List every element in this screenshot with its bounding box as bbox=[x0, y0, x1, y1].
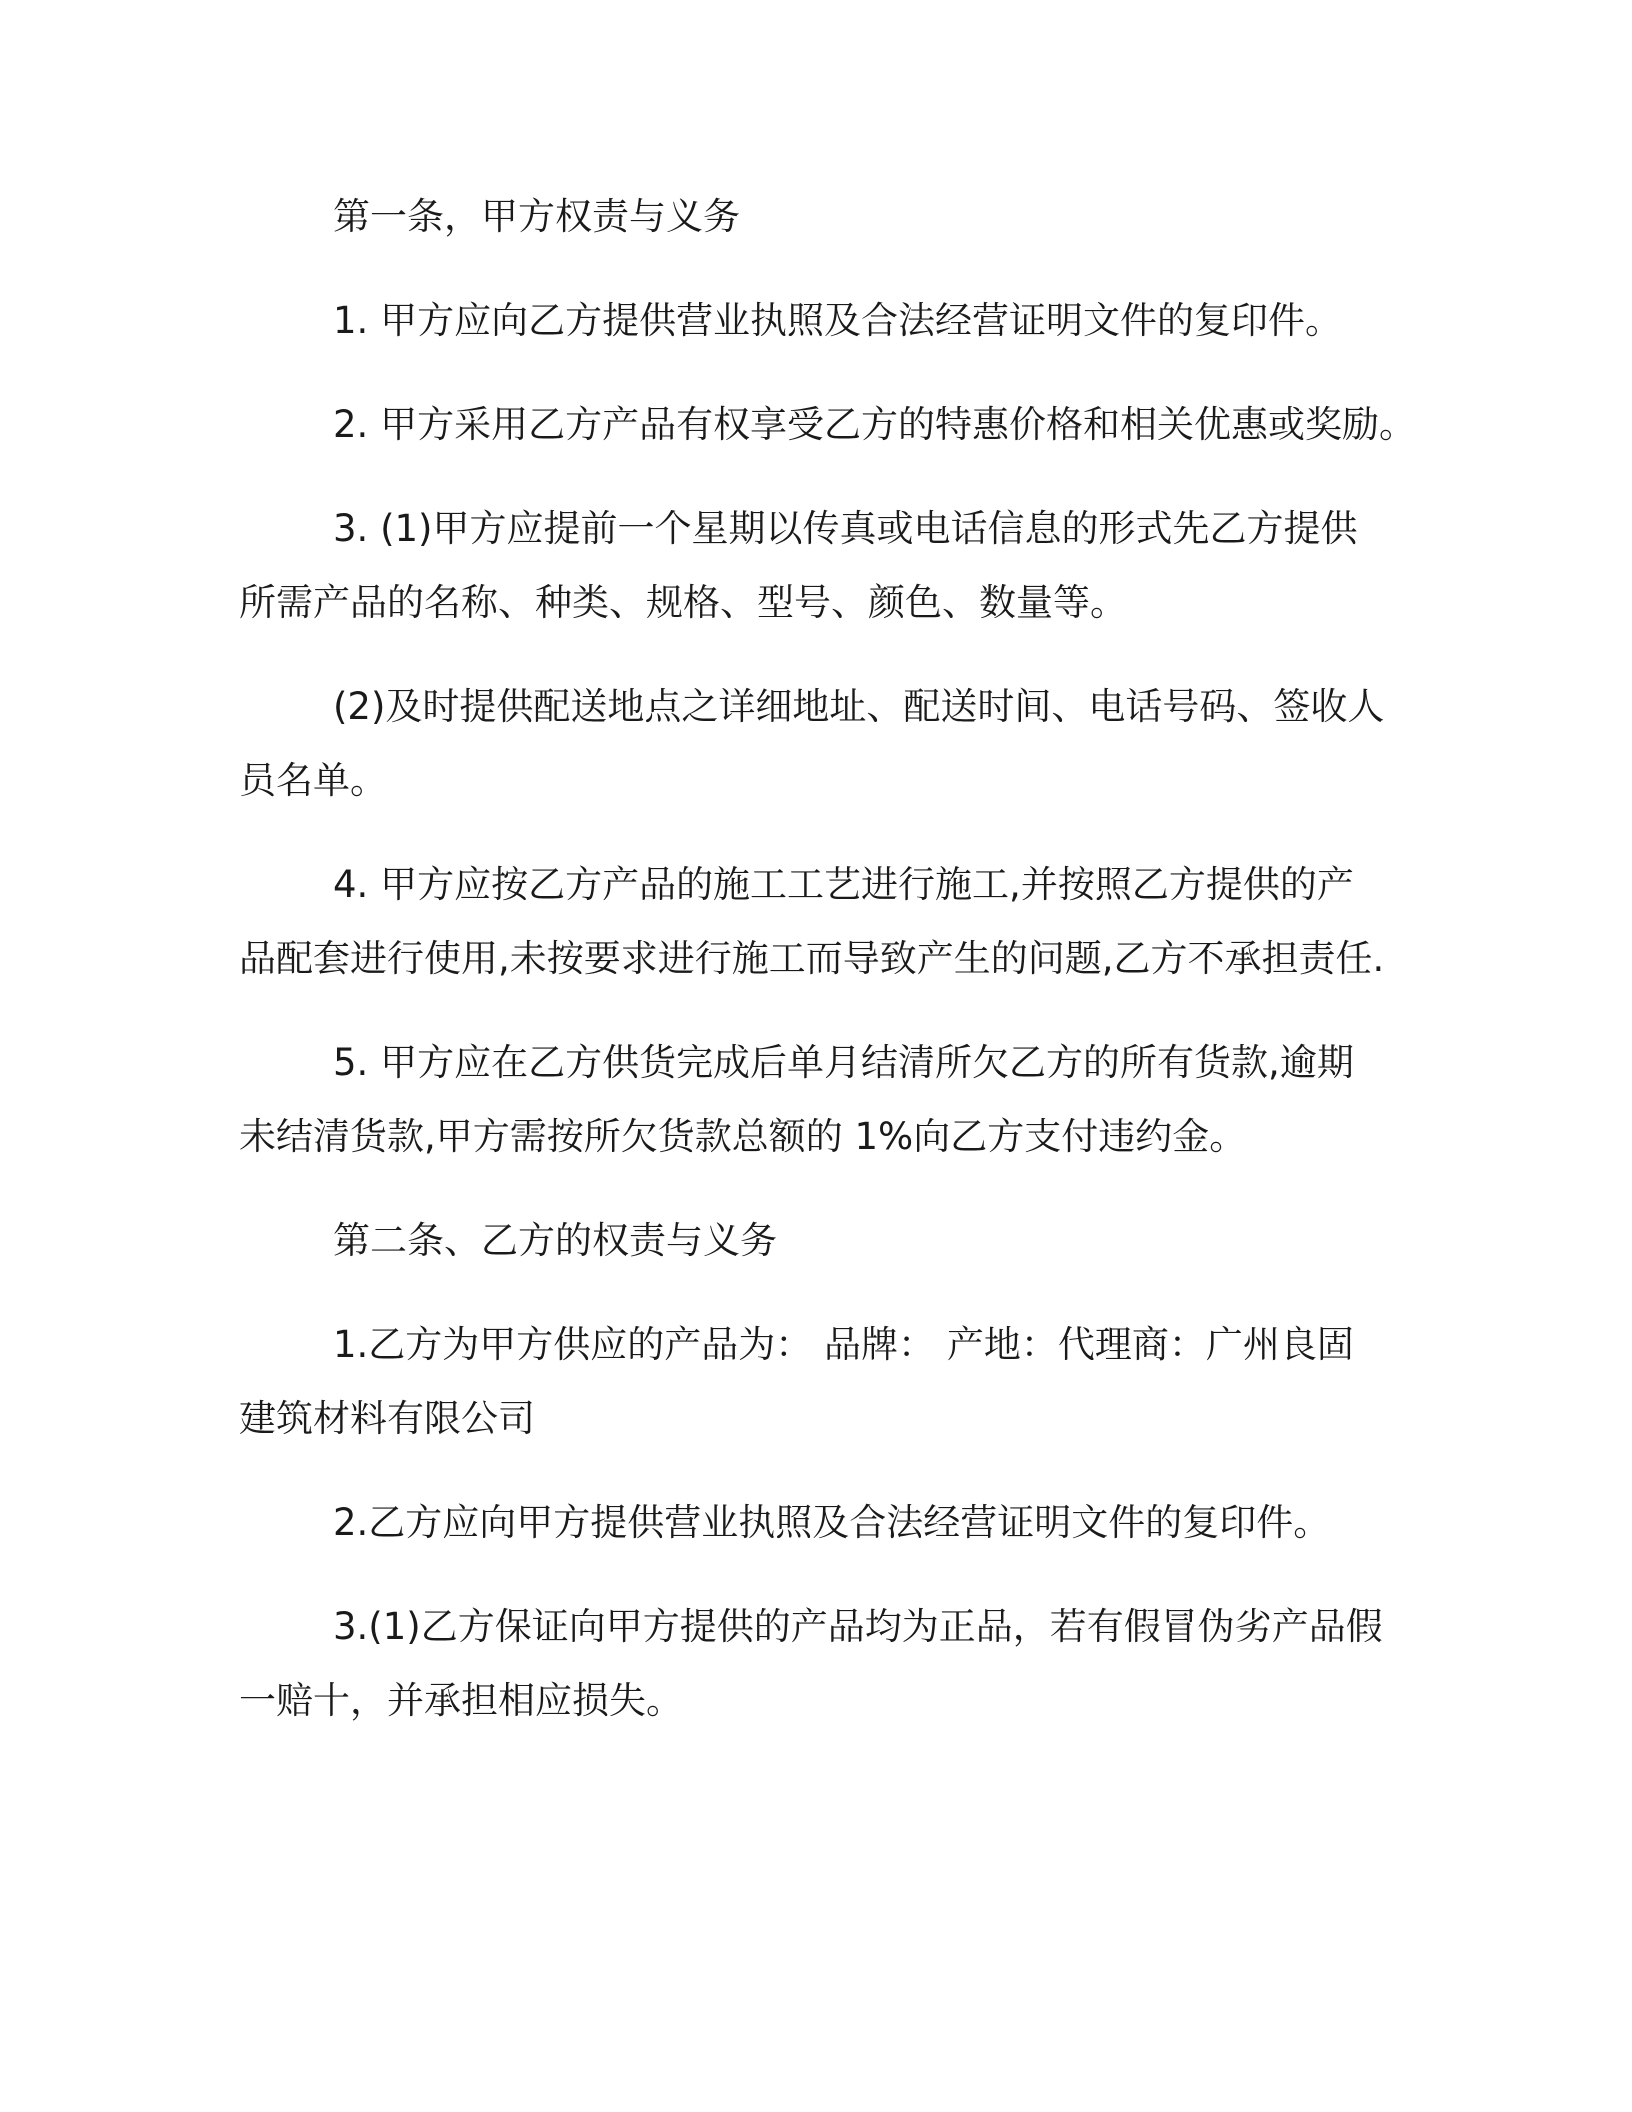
text-line: 3. (1)甲方应提前一个星期以传真或电话信息的形式先乙方提供 bbox=[333, 507, 1358, 550]
text-line: (2)及时提供配送地点之详细地址、配送时间、电话号码、签收人 bbox=[333, 685, 1385, 728]
text-line: 建筑材料有限公司 bbox=[239, 1397, 535, 1440]
text-line: 所需产品的名称、种类、规格、型号、颜色、数量等。 bbox=[239, 581, 1127, 624]
text-line: 一赔十，并承担相应损失。 bbox=[239, 1679, 683, 1722]
text-line: 品配套进行使用,未按要求进行施工而导致产生的问题,乙方不承担责任. bbox=[239, 937, 1385, 980]
text-line: 第一条，甲方权责与义务 bbox=[333, 195, 740, 238]
text-line: 4. 甲方应按乙方产品的施工工艺进行施工,并按照乙方提供的产 bbox=[333, 863, 1354, 906]
text-line: 3.(1)乙方保证向甲方提供的产品均为正品，若有假冒伪劣产品假 bbox=[333, 1605, 1383, 1648]
text-line: 1.乙方为甲方供应的产品为： 品牌： 产地：代理商：广州良固 bbox=[333, 1323, 1354, 1366]
text-line: 1. 甲方应向乙方提供营业执照及合法经营证明文件的复印件。 bbox=[333, 299, 1343, 342]
text-line: 第二条、乙方的权责与义务 bbox=[333, 1219, 777, 1262]
text-line: 2. 甲方采用乙方产品有权享受乙方的特惠价格和相关优惠或奖励。 bbox=[333, 403, 1417, 446]
text-line: 未结清货款,甲方需按所欠货款总额的 1%向乙方支付违约金。 bbox=[239, 1115, 1247, 1158]
text-line: 员名单。 bbox=[239, 759, 387, 802]
text-line: 5. 甲方应在乙方供货完成后单月结清所欠乙方的所有货款,逾期 bbox=[333, 1041, 1354, 1084]
text-line: 2.乙方应向甲方提供营业执照及合法经营证明文件的复印件。 bbox=[333, 1501, 1331, 1544]
